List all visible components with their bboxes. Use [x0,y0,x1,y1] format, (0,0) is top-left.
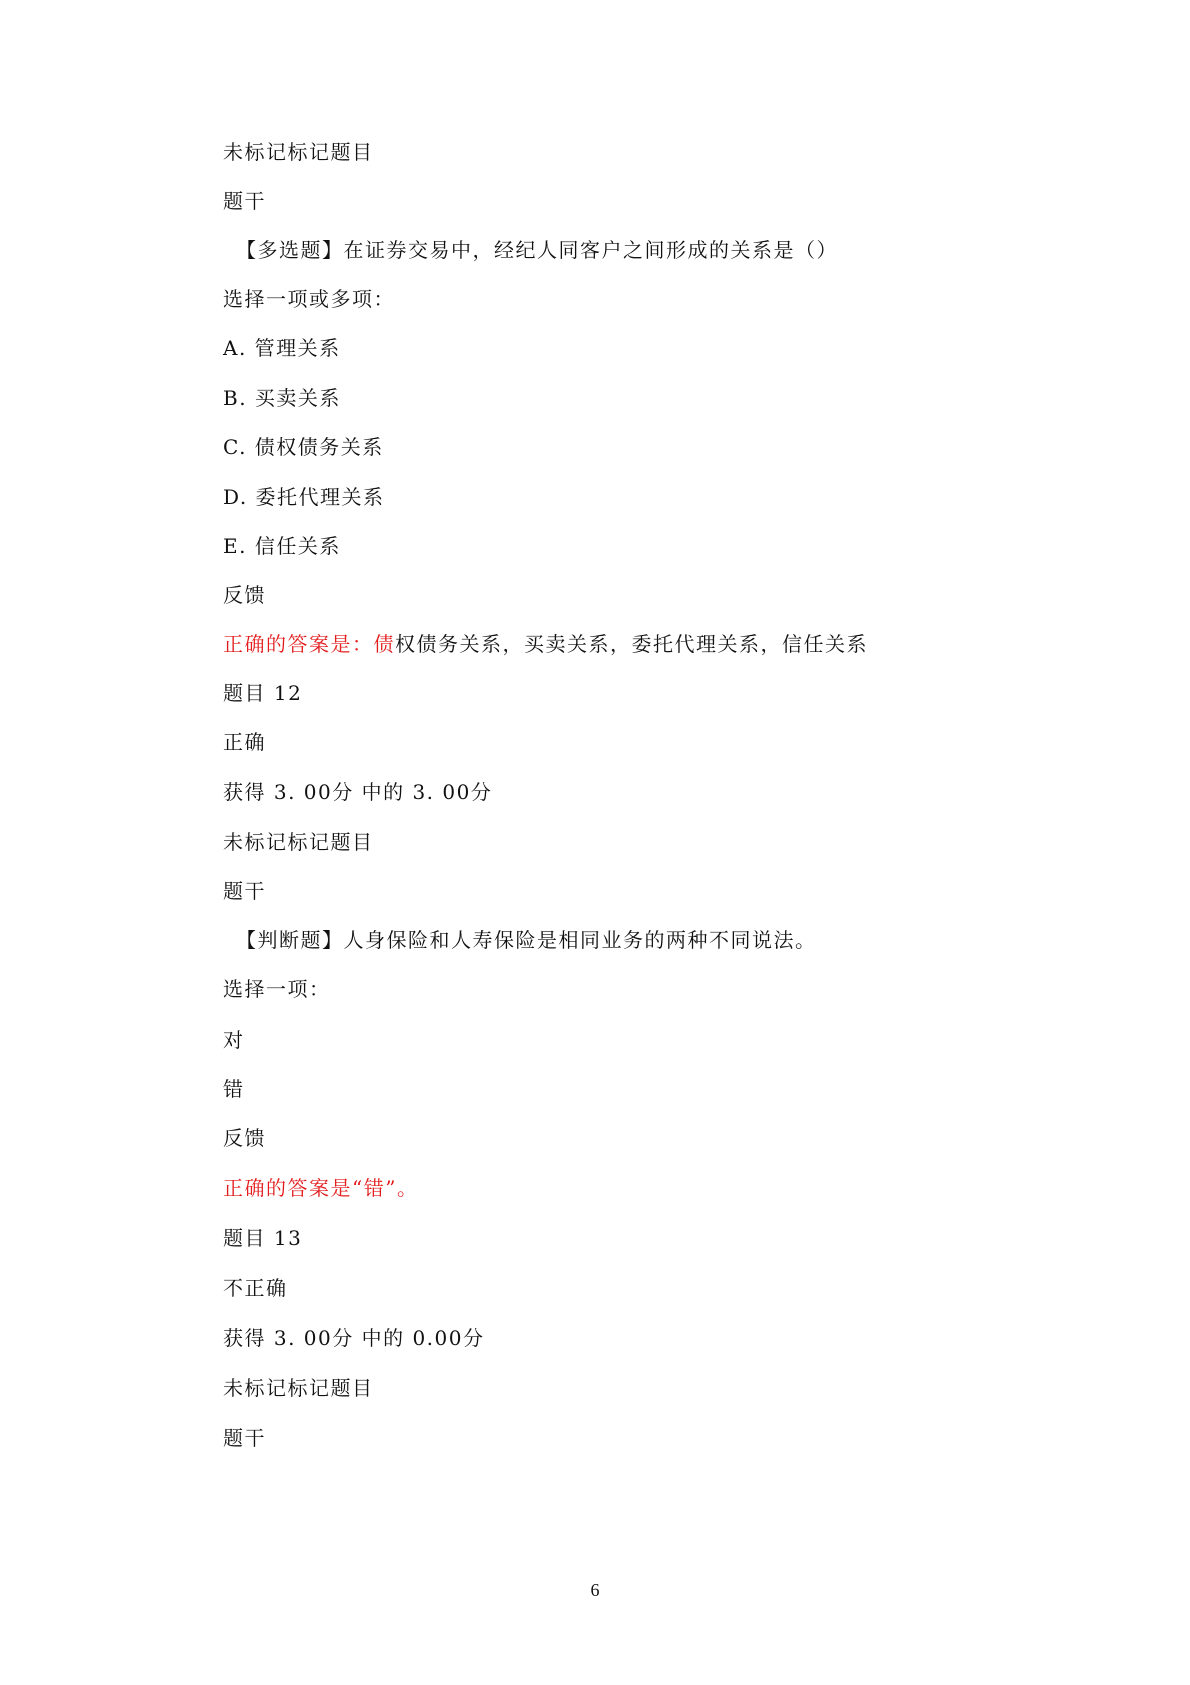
option-a: A. 管理关系 [223,336,341,360]
choice-instruction: 选择一项或多项： [223,287,395,311]
question-text: 【多选题】在证券交易中，经纪人同客户之间形成的关系是（） [236,238,838,262]
correct-answer: 正确的答案是“错”。 [223,1176,419,1200]
option-b: B. 买卖关系 [223,386,341,410]
question-text: 【判断题】人身保险和人寿保险是相同业务的两种不同说法。 [236,928,817,952]
feedback-label: 反馈 [223,1126,266,1150]
stem-label: 题干 [223,879,266,903]
correct-answer [223,630,868,658]
question-score: 获得 3. 00分 中的 0.00分 [223,1326,485,1350]
option-true: 对 [223,1028,245,1052]
choice-instruction: 选择一项： [223,977,331,1001]
option-false: 错 [223,1077,245,1101]
unflagged-question-label: 未标记标记题目 [223,140,374,164]
question-title: 题目 12 [223,681,303,705]
option-e: E. 信任关系 [223,534,341,558]
question-status: 正确 [223,730,266,754]
stem-label: 题干 [223,1426,266,1450]
page-number: 6 [590,1580,600,1600]
unflagged-question-label: 未标记标记题目 [223,830,374,854]
question-title: 题目 13 [223,1226,303,1250]
correct-answer-prefix: 正确的答案是：债 [223,632,395,656]
feedback-label: 反馈 [223,583,266,607]
correct-answer-rest: 权债务关系，买卖关系，委托代理关系，信任关系 [395,632,868,656]
unflagged-question-label: 未标记标记题目 [223,1376,374,1400]
question-score: 获得 3. 00分 中的 3. 00分 [223,780,493,804]
option-d: D. 委托代理关系 [223,485,385,509]
stem-label: 题干 [223,189,266,213]
question-status: 不正确 [223,1276,288,1300]
option-c: C. 债权债务关系 [223,435,384,459]
